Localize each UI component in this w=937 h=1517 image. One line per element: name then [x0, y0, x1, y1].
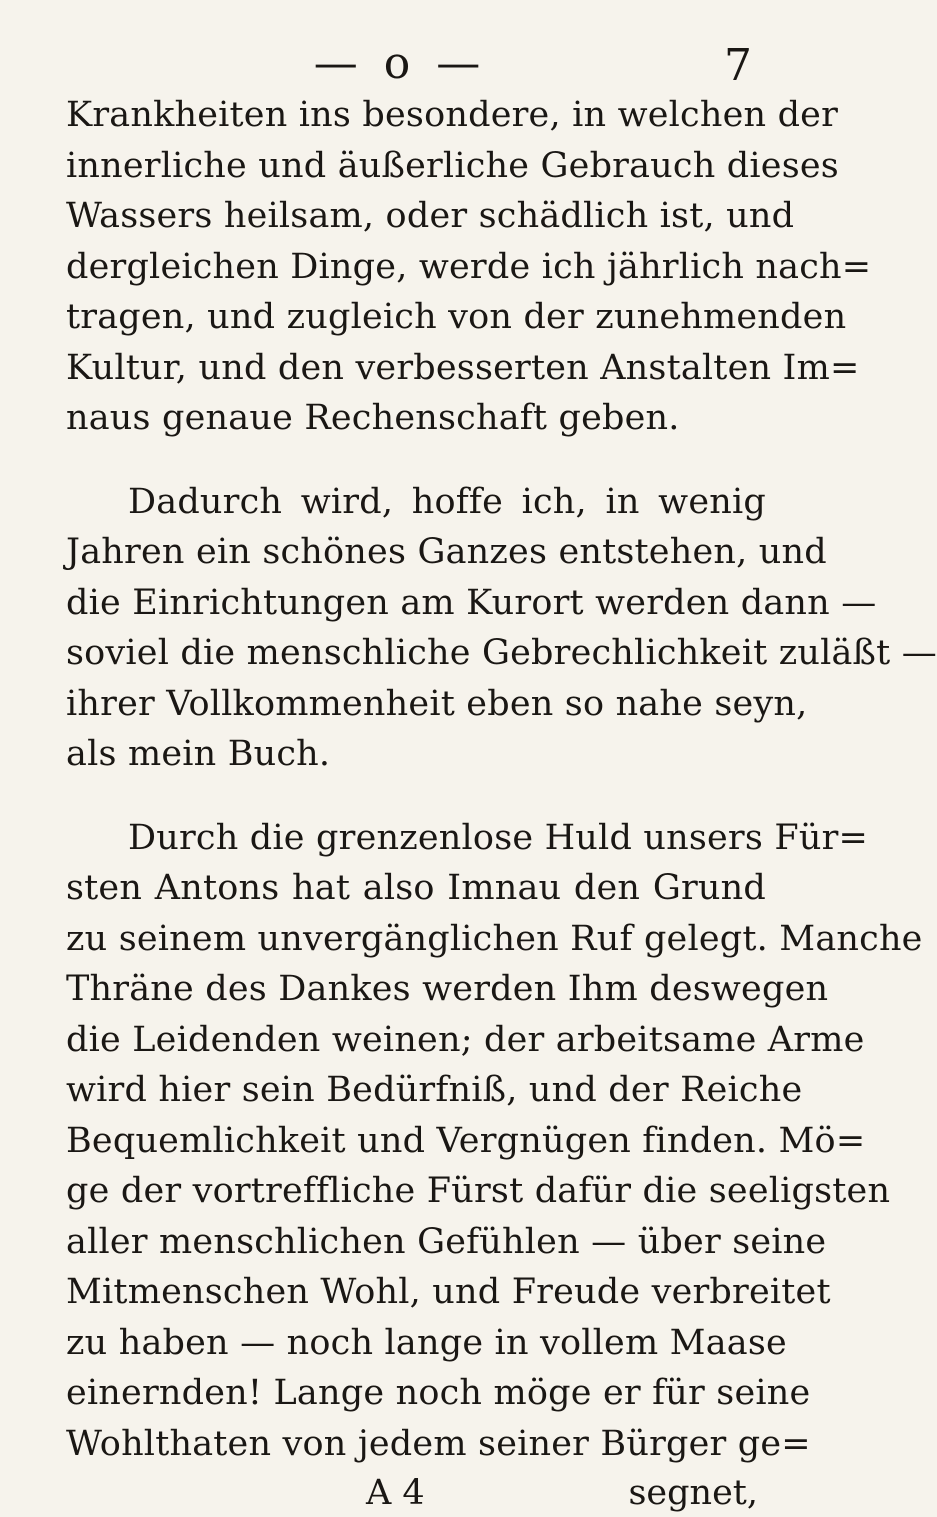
text-line: ge der vortreffliche Fürst dafür die seeligsten — [66, 1166, 766, 1217]
paragraph-2 — [66, 477, 766, 780]
text-line: soviel die menschliche Gebrechlichkeit zuläßt — — [66, 628, 766, 679]
text-line: wird hier sein Bedürfniß, und der Reiche — [66, 1065, 766, 1116]
text-line: dergleichen Dinge, werde ich jährlich nach= — [66, 242, 766, 293]
catchword: segnet, — [628, 1469, 758, 1517]
text-line: Dadurch wird, hoffe ich, in wenig — [66, 477, 766, 528]
text-line: innerliche und äußerliche Gebrauch dieses — [66, 141, 766, 192]
text-line: zu haben — noch lange in vollem Maase — [66, 1318, 766, 1369]
text-line: als mein Buch. — [66, 729, 766, 780]
text-line: ihrer Vollkommenheit eben so nahe seyn, — [66, 679, 766, 730]
text-line: Jahren ein schönes Ganzes entstehen, und — [66, 527, 766, 578]
text-line: Mitmenschen Wohl, und Freude verbreitet — [66, 1267, 766, 1318]
text-line: Krankheiten ins besondere, in welchen der — [66, 90, 766, 141]
text-line: die Einrichtungen am Kurort werden dann — — [66, 578, 766, 629]
signature-mark: A 4 — [366, 1469, 425, 1517]
text-line: Thräne des Dankes werden Ihm deswegen — [66, 964, 766, 1015]
text-line: sten Antons hat also Imnau den Grund — [66, 863, 766, 914]
text-line: Wassers heilsam, oder schädlich ist, und — [66, 191, 766, 242]
page-number: 7 — [724, 36, 752, 96]
paragraph-3 — [66, 813, 766, 1517]
page-header — [0, 34, 800, 94]
text-line: Durch die grenzenlose Huld unsers Für= — [66, 813, 766, 864]
header-ornament: — o — — [270, 34, 530, 94]
text-line: Wohlthaten von jedem seiner Bürger ge= — [66, 1419, 766, 1470]
text-line: zu seinem unvergänglichen Ruf gelegt. Manche — [66, 914, 766, 965]
text-line: Bequemlichkeit und Vergnügen finden. Mö= — [66, 1116, 766, 1167]
text-line: einernden! Lange noch möge er für seine — [66, 1368, 766, 1419]
paragraph-1 — [66, 90, 766, 444]
page-footer — [66, 1469, 766, 1517]
text-line: die Leidenden weinen; der arbeitsame Arme — [66, 1015, 766, 1066]
text-line: tragen, und zugleich von der zunehmenden — [66, 292, 766, 343]
page-body — [66, 90, 766, 1517]
text-line: naus genaue Rechenschaft geben. — [66, 393, 766, 444]
text-line: Kultur, und den verbesserten Anstalten Im= — [66, 343, 766, 394]
text-line: aller menschlichen Gefühlen — über seine — [66, 1217, 766, 1268]
